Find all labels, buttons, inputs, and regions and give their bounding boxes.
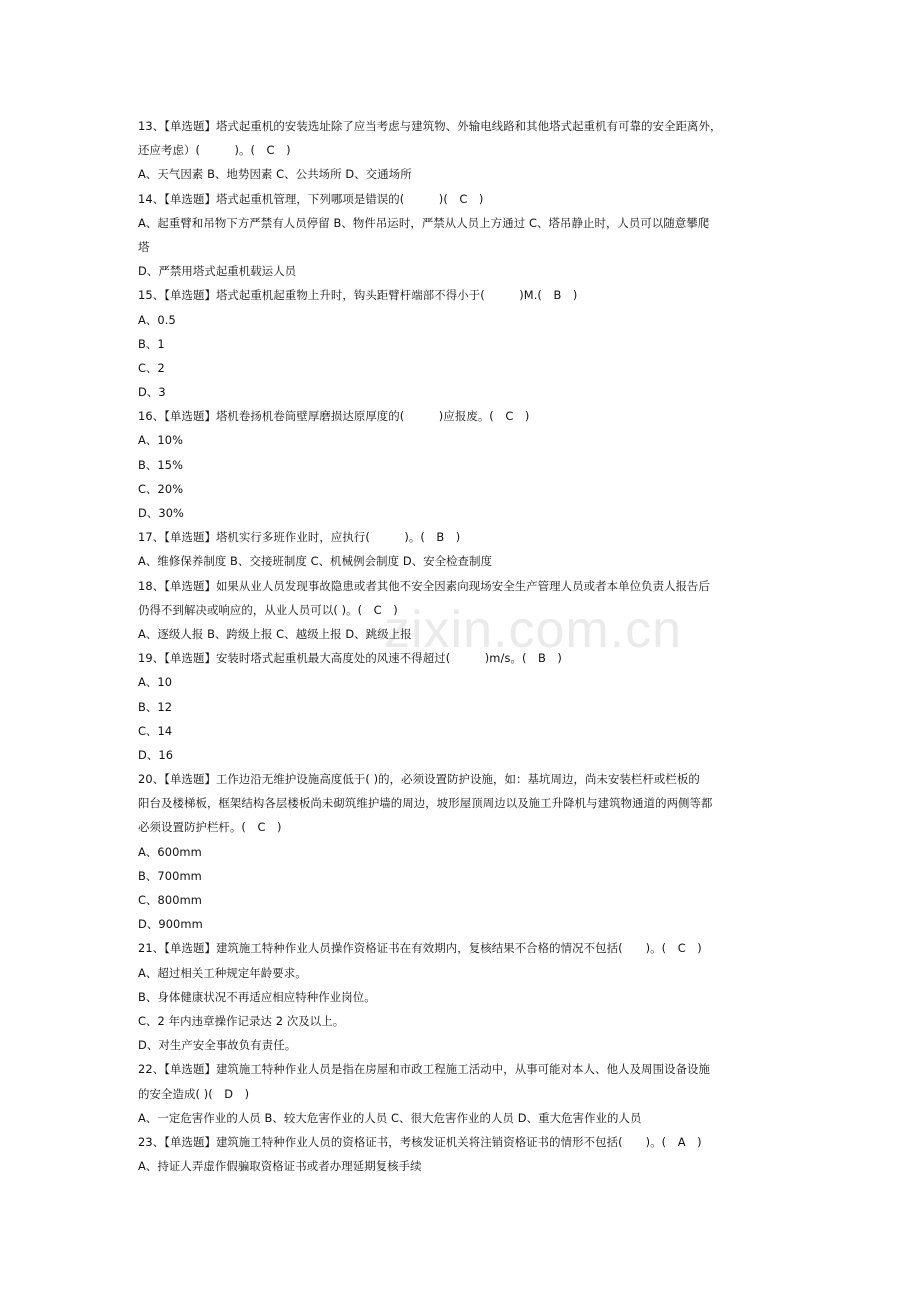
text-line: 20、【单选题】工作边沿无维护设施高度低于( )的，必须设置防护设施，如：基坑周边，尚未安装栏杆或栏板的 xyxy=(138,772,700,787)
text-line: 必须设置防护栏杆。( C ) xyxy=(138,820,282,835)
text-line: 塔 xyxy=(138,239,150,254)
text-line: B、1 xyxy=(138,336,165,351)
document-page xyxy=(138,114,802,1178)
text-line: C、800mm xyxy=(138,893,202,907)
text-line: 的安全造成( )( D ) xyxy=(138,1086,250,1101)
text-line: A、天气因素 B、地势因素 C、公共场所 D、交通场所 xyxy=(138,167,412,182)
text-line: D、对生产安全事故负有责任。 xyxy=(138,1038,297,1053)
text-line: D、16 xyxy=(138,747,174,762)
text-line: C、14 xyxy=(138,723,173,738)
text-line: D、900mm xyxy=(138,917,203,932)
text-line: A、10% xyxy=(138,433,184,448)
text-line: B、12 xyxy=(138,699,173,714)
text-line: A、逐级人报 B、跨级上报 C、越级上报 D、跳级上报 xyxy=(138,626,412,641)
text-line: C、2 年内违章操作记录达 2 次及以上。 xyxy=(138,1013,345,1028)
text-line: A、维修保养制度 B、交接班制度 C、机械例会制度 D、安全检查制度 xyxy=(138,554,493,569)
text-line: A、10 xyxy=(138,675,173,690)
text-line: 17、【单选题】塔机实行多班作业时，应执行( )。( B ) xyxy=(138,530,461,545)
text-line: 阳台及楼梯板，框架结构各层楼板尚未砌筑维护墙的周边，坡形屋顶周边以及施工升降机与建筑物通道的两侧等都 xyxy=(138,796,713,811)
text-line: 15、【单选题】塔式起重机起重物上升时，钩头距臂杆端部不得小于( )M.( B ) xyxy=(138,288,578,303)
text-line: D、严禁用塔式起重机载运人员 xyxy=(138,264,297,279)
text-line: 21、【单选题】建筑施工特种作业人员操作资格证书在有效期内，复核结果不合格的情况不包括( )。( C ) xyxy=(138,941,702,956)
text-line: 还应考虑）( )。( C ) xyxy=(138,143,291,158)
text-line: D、3 xyxy=(138,385,166,400)
text-line: 18、【单选题】如果从业人员发现事故隐患或者其他不安全因素向现场安全生产管理人员或者本单位负责人报告后 xyxy=(138,578,711,593)
text-line: A、超过相关工种规定年龄要求。 xyxy=(138,965,307,980)
text-line: A、600mm xyxy=(138,844,202,859)
watermark-text: zixin.com.cn xyxy=(384,601,683,659)
text-line: 16、【单选题】塔机卷扬机卷筒壁厚磨损达原厚度的( )应报废。( C ) xyxy=(138,409,530,424)
text-line: B、15% xyxy=(138,457,184,472)
text-line: D、30% xyxy=(138,506,184,520)
text-line: B、700mm xyxy=(138,868,202,883)
text-line: A、0.5 xyxy=(138,312,176,327)
text-line: C、2 xyxy=(138,360,165,375)
text-line: 13、【单选题】塔式起重机的安装选址除了应当考虑与建筑物、外输电线路和其他塔式起重机有可靠的安全距离外， xyxy=(138,119,722,133)
text-line: A、起重臂和吊物下方严禁有人员停留 B、物件吊运时，严禁从人员上方通过 C、塔吊静止时，人员可以随意攀爬 xyxy=(138,215,710,230)
text-line: 22、【单选题】建筑施工特种作业人员是指在房屋和市政工程施工活动中，从事可能对本人、他人及周围设备设施 xyxy=(138,1062,711,1077)
text-line: A、一定危害作业的人员 B、较大危害作业的人员 C、很大危害作业的人员 D、重大危害作业的人员 xyxy=(138,1110,642,1125)
text-line: 19、【单选题】安装时塔式起重机最大高度处的风速不得超过( )m/s。( B ) xyxy=(138,651,562,666)
text-line: B、身体健康状况不再适应相应特种作业岗位。 xyxy=(138,989,376,1004)
text-line: A、持证人弄虚作假骗取资格证书或者办理延期复核手续 xyxy=(138,1159,422,1174)
text-line: 14、【单选题】塔式起重机管理，下列哪项是错误的( )( C ) xyxy=(138,191,484,206)
text-line: 仍得不到解决或响应的，从业人员可以( )。( C ) xyxy=(138,602,398,617)
text-line: 23、【单选题】建筑施工特种作业人员的资格证书，考核发证机关将注销资格证书的情形不包括( )。( A ) xyxy=(138,1134,702,1149)
text-line: C、20% xyxy=(138,481,184,496)
